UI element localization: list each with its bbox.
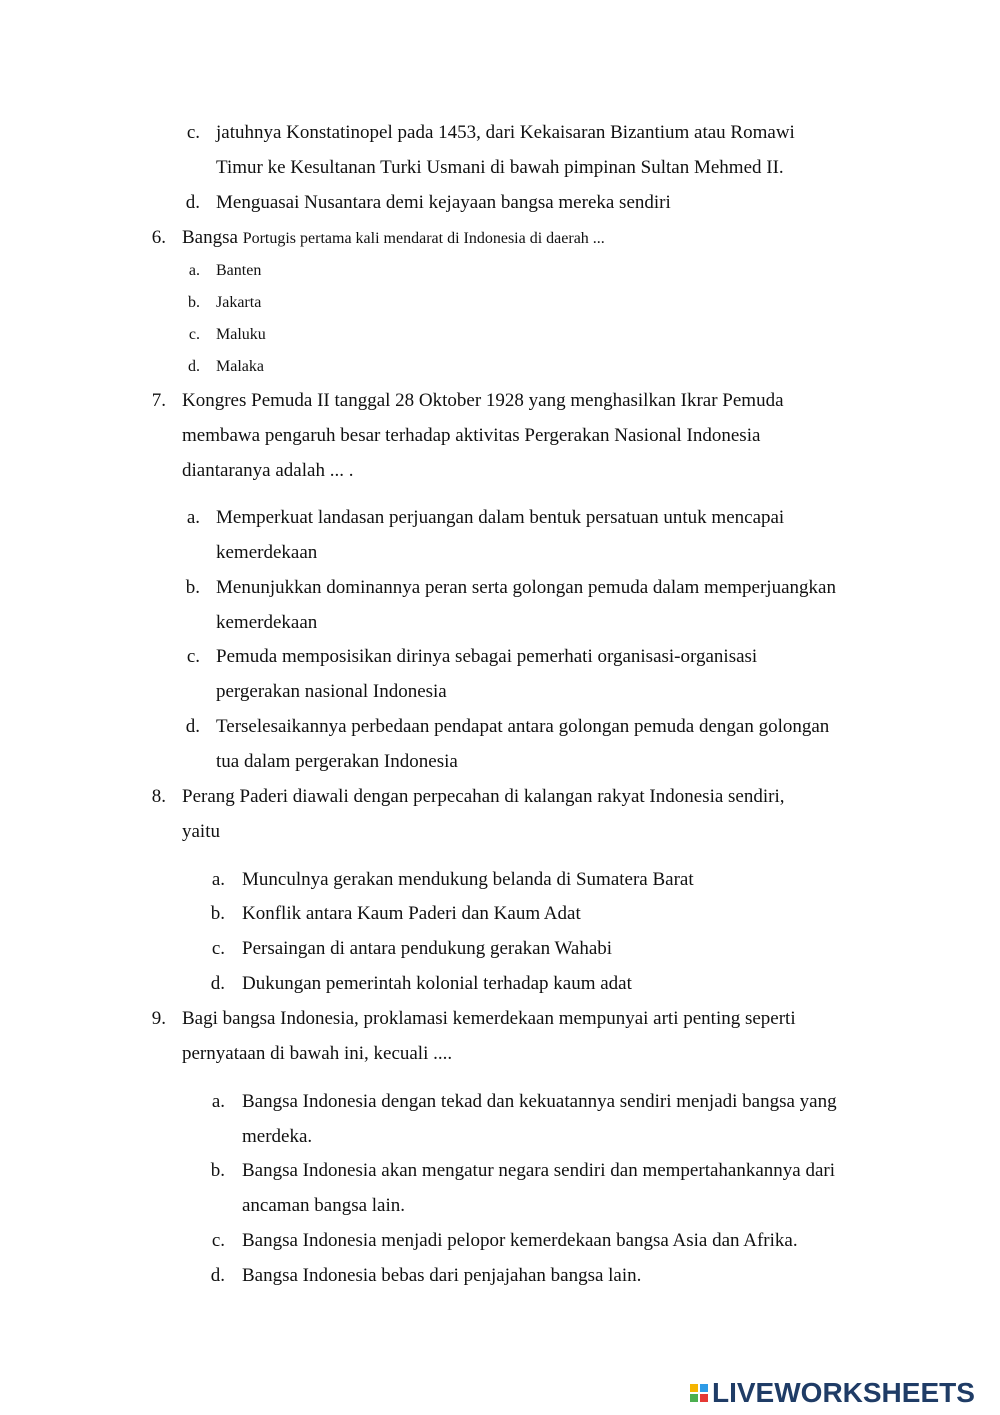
logo-square-yellow bbox=[690, 1384, 698, 1392]
q9-option-a-label: a. bbox=[211, 1091, 225, 1112]
q5-option-c-line2: Timur ke Kesultanan Turki Usmani di bawah pimpinan Sultan Mehmed II. bbox=[216, 157, 784, 178]
q8-question-line1: Perang Paderi diawali dengan perpecahan di kalangan rakyat Indonesia sendiri, bbox=[182, 786, 785, 807]
q9-option-d-label: d. bbox=[210, 1265, 225, 1286]
q5-option-d-label: d. bbox=[185, 192, 200, 213]
q7-number: 7. bbox=[151, 390, 166, 411]
q8-option-c: Persaingan di antara pendukung gerakan Wahabi bbox=[242, 938, 613, 959]
q5-option-d-line1: Menguasai Nusantara demi kejayaan bangsa mereka sendiri bbox=[216, 192, 671, 213]
q5-option-c-line1: jatuhnya Konstatinopel pada 1453, dari Kekaisaran Bizantium atau Romawi bbox=[216, 122, 795, 143]
q9-question-line2: pernyataan di bawah ini, kecuali .... bbox=[182, 1043, 453, 1064]
q8-option-b-label: b. bbox=[210, 903, 225, 924]
q6-option-b-label: b. bbox=[188, 294, 200, 311]
q6-option-d-label: d. bbox=[188, 358, 200, 375]
q5-option-c-label: c. bbox=[186, 122, 200, 143]
q7-option-c-label: c. bbox=[186, 646, 200, 667]
liveworksheets-logo bbox=[690, 1378, 975, 1408]
q9-option-d-line1: Bangsa Indonesia bebas dari penjajahan bangsa lain. bbox=[242, 1265, 642, 1286]
q7-question-line3: diantaranya adalah ... . bbox=[182, 460, 354, 481]
q9-number: 9. bbox=[151, 1008, 166, 1029]
logo-square-blue bbox=[700, 1384, 708, 1392]
liveworksheets-logo-icon bbox=[690, 1384, 708, 1402]
q6-option-a-label: a. bbox=[188, 262, 200, 279]
q6-option-b: Jakarta bbox=[216, 294, 262, 311]
q8-question-line2: yaitu bbox=[182, 821, 220, 842]
q7-question-line2: membawa pengaruh besar terhadap aktivitas Pergerakan Nasional Indonesia bbox=[182, 425, 761, 446]
q9-option-b-line1: Bangsa Indonesia akan mengatur negara sendiri dan mempertahankannya dari bbox=[242, 1160, 835, 1181]
q7-option-a-line1: Memperkuat landasan perjuangan dalam bentuk persatuan untuk mencapai bbox=[216, 507, 785, 528]
q8-option-a-label: a. bbox=[211, 869, 225, 890]
liveworksheets-logo-text: LIVEWORKSHEETS bbox=[712, 1377, 975, 1408]
q8-option-d-label: d. bbox=[210, 973, 225, 994]
q6-question-lead: Bangsa bbox=[182, 227, 238, 248]
q6-option-c: Maluku bbox=[216, 326, 266, 343]
q8-number: 8. bbox=[151, 786, 166, 807]
q7-option-d-line2: tua dalam pergerakan Indonesia bbox=[216, 751, 458, 772]
q7-option-a-label: a. bbox=[186, 507, 200, 528]
q9-option-c-label: c. bbox=[211, 1230, 225, 1251]
q6-option-d: Malaka bbox=[216, 358, 264, 375]
q8-option-b: Konflik antara Kaum Paderi dan Kaum Adat bbox=[242, 903, 581, 924]
q7-option-c-line1: Pemuda memposisikan dirinya sebagai pemerhati organisasi-organisasi bbox=[216, 646, 758, 667]
q8-option-d: Dukungan pemerintah kolonial terhadap kaum adat bbox=[242, 973, 632, 994]
logo-square-green bbox=[690, 1394, 698, 1402]
q7-option-c-line2: pergerakan nasional Indonesia bbox=[216, 681, 447, 702]
q9-option-b-label: b. bbox=[210, 1160, 225, 1181]
q9-option-c-line1: Bangsa Indonesia menjadi pelopor kemerdekaan bangsa Asia dan Afrika. bbox=[242, 1230, 798, 1251]
q6-number: 6. bbox=[151, 227, 166, 248]
q7-question-line1: Kongres Pemuda II tanggal 28 Oktober 1928 yang menghasilkan Ikrar Pemuda bbox=[182, 390, 784, 411]
q7-option-d-label: d. bbox=[185, 716, 200, 737]
q7-option-b-label: b. bbox=[185, 577, 200, 598]
q7-option-b-line2: kemerdekaan bbox=[216, 612, 318, 633]
q6-question bbox=[182, 226, 605, 251]
q7-option-b-line1: Menunjukkan dominannya peran serta golongan pemuda dalam memperjuangkan bbox=[216, 577, 836, 598]
q9-option-a-line2: merdeka. bbox=[242, 1126, 313, 1147]
logo-square-red bbox=[700, 1394, 708, 1402]
q6-option-c-label: c. bbox=[188, 326, 200, 343]
q7-option-d-line1: Terselesaikannya perbedaan pendapat antara golongan pemuda dengan golongan bbox=[216, 716, 830, 737]
q9-option-b-line2: ancaman bangsa lain. bbox=[242, 1195, 406, 1216]
q7-option-a-line2: kemerdekaan bbox=[216, 542, 318, 563]
q9-option-a-line1: Bangsa Indonesia dengan tekad dan kekuatannya sendiri menjadi bangsa yang bbox=[242, 1091, 837, 1112]
q6-option-a: Banten bbox=[216, 262, 262, 279]
q8-option-c-label: c. bbox=[211, 938, 225, 959]
q9-question-line1: Bagi bangsa Indonesia, proklamasi kemerdekaan mempunyai arti penting seperti bbox=[182, 1008, 796, 1029]
q6-question-rest: Portugis pertama kali mendarat di Indonesia di daerah ... bbox=[242, 230, 605, 247]
q8-option-a: Munculnya gerakan mendukung belanda di Sumatera Barat bbox=[242, 869, 694, 890]
